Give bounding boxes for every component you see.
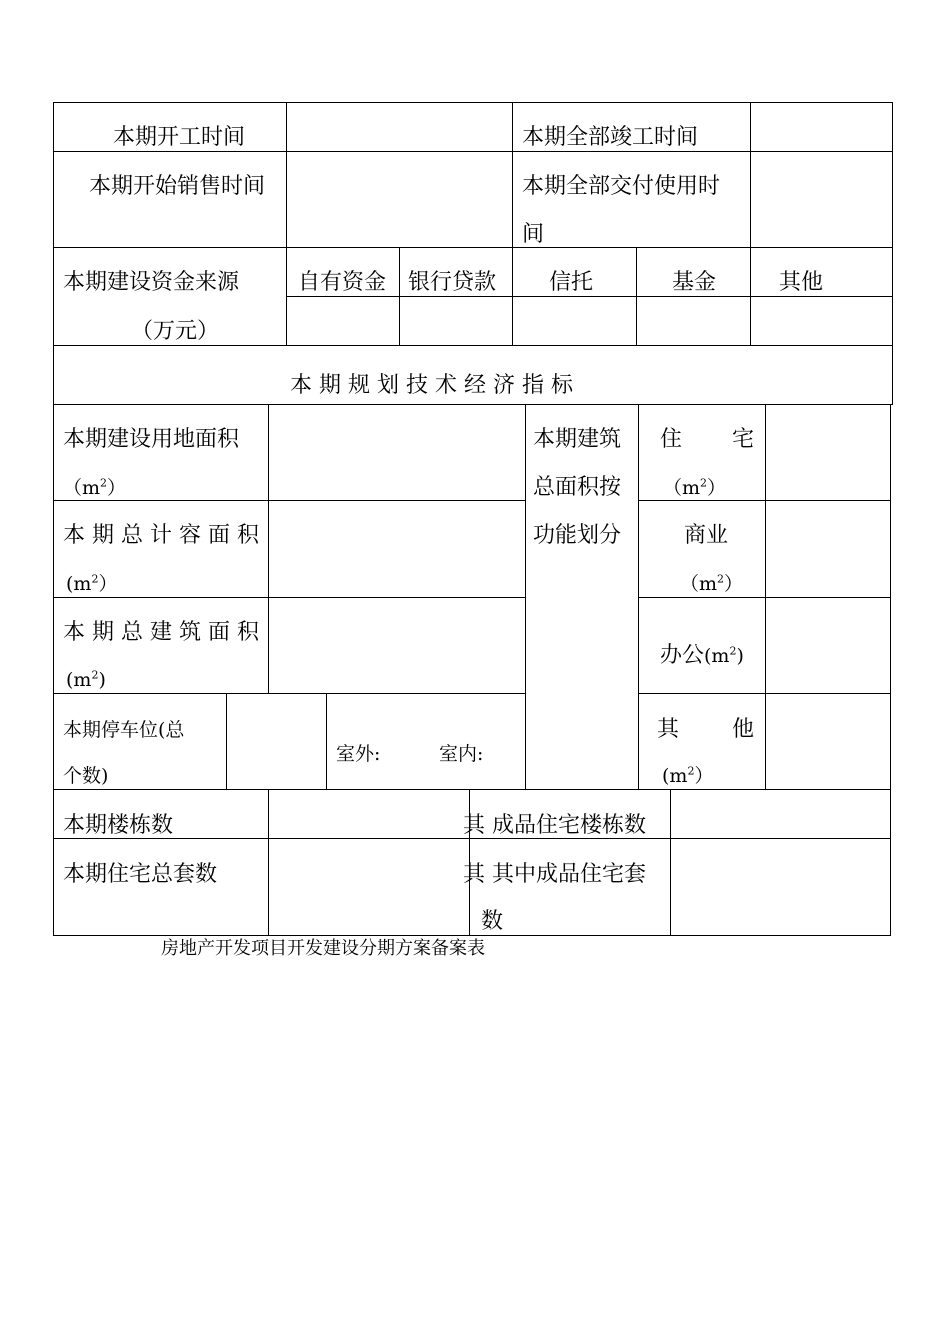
housing-units-label: 本期住宅总套数: [63, 862, 218, 887]
funding-col-bank-loan: 银行贷款: [408, 270, 497, 295]
parking-outdoor-label: 室外:: [336, 743, 381, 765]
land-area-value[interactable]: [269, 405, 524, 499]
finished-units-label-wrap: 数: [481, 909, 504, 934]
other-unit: $(m^2)$: [662, 764, 714, 787]
office-value[interactable]: [766, 598, 889, 692]
funding-own-value[interactable]: [287, 297, 398, 344]
parking-label-wrap: 个数): [63, 765, 109, 787]
funding-unit-label: （万元）: [131, 319, 220, 344]
residential-label-char2: 宅: [732, 427, 755, 452]
parking-label: 本期停车位(总: [63, 719, 185, 741]
indicators-title: 本 期 规 划 技 术 经 济 指 标: [290, 373, 573, 398]
delivery-time-label: 本期全部交付使用时: [522, 174, 721, 199]
funding-col-other: 其他: [779, 270, 824, 295]
parking-indoor-label: 室内:: [439, 743, 484, 765]
far-area-unit: $(m^2)$: [66, 572, 118, 595]
parking-total-value[interactable]: [227, 694, 325, 788]
other-label-char2: 他: [732, 717, 755, 742]
far-area-value[interactable]: [269, 501, 524, 596]
buildings-count-value[interactable]: [269, 790, 468, 837]
land-area-label: 本期建设用地面积: [63, 427, 240, 452]
funding-trust-value[interactable]: [513, 297, 635, 344]
function-split-label-3: 功能划分: [533, 523, 622, 548]
residential-label-char1: 住: [660, 427, 683, 452]
finished-buildings-label: 其 成品住宅楼栋数: [463, 813, 646, 838]
residential-unit: $(m^2)$: [663, 476, 727, 499]
commercial-label: 商业: [684, 523, 729, 548]
start-time-label: 本期开工时间: [113, 125, 246, 150]
start-time-value[interactable]: [287, 103, 511, 150]
commercial-unit: $(m^2)$: [680, 572, 744, 595]
funding-col-fund: 基金: [672, 270, 717, 295]
function-split-label-1: 本期建筑: [533, 427, 622, 452]
office-label: 办公$(m^2)$: [660, 643, 744, 668]
function-split-label-2: 总面积按: [533, 475, 622, 500]
sales-start-time-label: 本期开始销售时间: [89, 174, 266, 199]
housing-units-value[interactable]: [269, 839, 468, 934]
funding-source-label: 本期建设资金来源: [63, 270, 240, 295]
finished-units-value[interactable]: [671, 839, 889, 934]
other-value[interactable]: [766, 694, 889, 788]
total-area-unit: $(m^2)$: [66, 668, 106, 691]
sales-start-time-value[interactable]: [287, 152, 511, 246]
total-area-label: 本 期 总 建 筑 面 积: [63, 620, 259, 645]
other-label-char1: 其: [657, 717, 680, 742]
funding-bank-loan-value[interactable]: [400, 297, 511, 344]
delivery-time-label-wrap: 间: [522, 222, 545, 247]
finished-buildings-value[interactable]: [671, 790, 889, 837]
commercial-value[interactable]: [766, 501, 889, 596]
completion-time-label: 本期全部竣工时间: [522, 125, 699, 150]
form-caption: 房地产开发项目开发建设分期方案备案表: [161, 938, 485, 959]
completion-time-value[interactable]: [751, 103, 891, 150]
funding-other-value[interactable]: [751, 297, 891, 344]
funding-fund-value[interactable]: [637, 297, 749, 344]
far-area-label: 本 期 总 计 容 面 积: [63, 523, 259, 548]
total-area-value[interactable]: [269, 598, 524, 692]
delivery-time-value[interactable]: [751, 152, 891, 246]
funding-col-own: 自有资金: [298, 270, 387, 295]
funding-col-trust: 信托: [549, 270, 594, 295]
land-area-unit: $(m^2)$: [63, 476, 127, 499]
finished-units-label: 其 其中成品住宅套: [463, 862, 646, 887]
buildings-count-label: 本期楼栋数: [63, 813, 174, 838]
residential-value[interactable]: [766, 405, 889, 499]
